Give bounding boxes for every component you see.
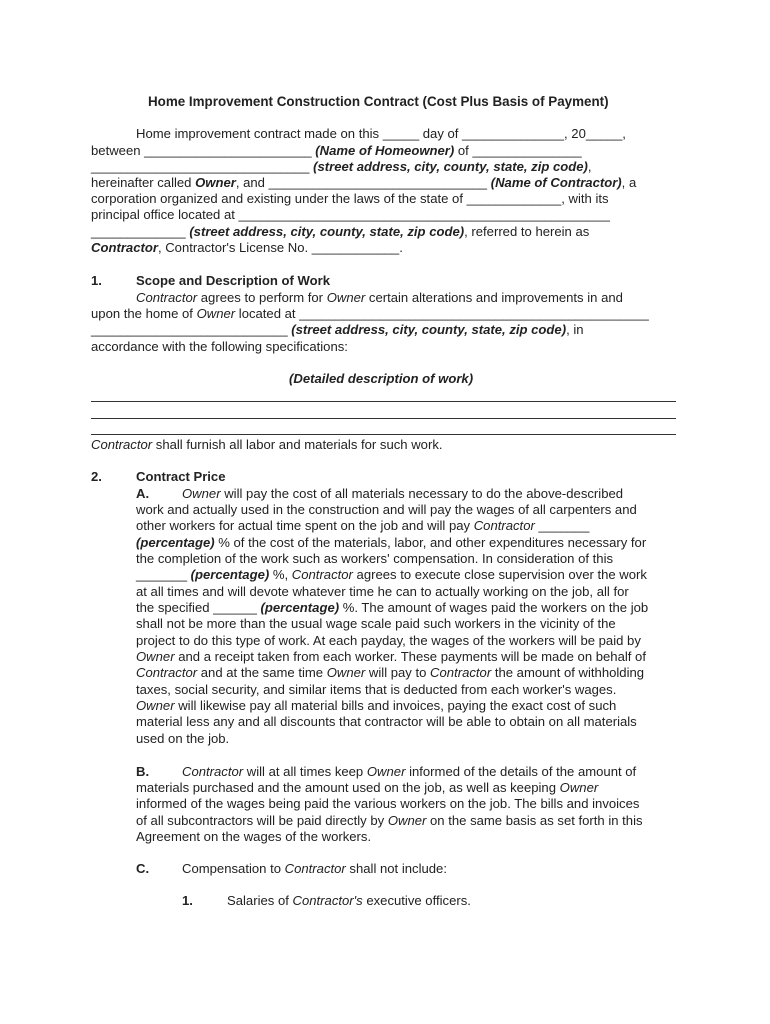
homeowner-name-label: (Name of Homeowner) bbox=[315, 143, 455, 158]
section-text: other workers for actual time spent on the job and will pay bbox=[136, 518, 474, 533]
subsection-c-text bbox=[182, 861, 447, 877]
subsection-b-label: B. bbox=[136, 764, 150, 779]
subsection-a-line-13: taxes, social security, and similar items that is deducted from each worker's wages. bbox=[136, 682, 617, 697]
subsection-b-line-2 bbox=[136, 780, 598, 796]
subsection-a-label: A. bbox=[136, 486, 150, 501]
percentage-label: (percentage) bbox=[190, 567, 270, 582]
section-text: shall furnish all labor and materials for such work. bbox=[152, 437, 443, 452]
contractor-term: Contractor's bbox=[292, 893, 363, 908]
section-text: located at ________________________________________________ bbox=[235, 306, 649, 321]
section-text: will pay to bbox=[365, 665, 431, 680]
section-text: agrees to perform for bbox=[197, 290, 327, 305]
item-1-number: 1. bbox=[182, 893, 193, 908]
subsection-a-line-8 bbox=[136, 600, 648, 616]
contractor-term: Contractor bbox=[91, 437, 153, 452]
intro-text: , Contractor's License No. ____________. bbox=[157, 240, 403, 255]
owner-term: Owner bbox=[196, 306, 236, 321]
subsection-a-line-12 bbox=[136, 665, 644, 681]
section-1-number: 1. bbox=[91, 273, 102, 288]
subsection-a-line-3 bbox=[136, 518, 589, 534]
blank-line bbox=[91, 418, 676, 419]
intro-text: , and ______________________________ bbox=[235, 175, 491, 190]
subsection-b-line-4 bbox=[136, 813, 643, 829]
owner-term: Owner bbox=[182, 486, 221, 501]
section-1-line-1 bbox=[136, 290, 623, 306]
contractor-name-label: (Name of Contractor) bbox=[490, 175, 622, 190]
owner-term: Owner bbox=[366, 764, 406, 779]
subsection-a-line-11 bbox=[136, 649, 646, 665]
subsection-a-line-2: work and actually used in the construction and will pay the wages of all carpenters and bbox=[136, 502, 637, 517]
section-text: will at all times keep bbox=[243, 764, 367, 779]
intro-text: of _______________ bbox=[454, 143, 582, 158]
contractor-term: Contractor bbox=[136, 665, 198, 680]
section-text: upon the home of bbox=[91, 306, 197, 321]
subsection-a-line-9: shall not be more than the usual wage scale paid such workers in the vicinity of the bbox=[136, 616, 616, 631]
address-label: (street address, city, county, state, zip code) bbox=[291, 322, 567, 337]
section-text: , in bbox=[566, 322, 584, 337]
section-2-heading: Contract Price bbox=[136, 469, 226, 484]
subsection-a-line-14 bbox=[136, 698, 616, 714]
section-text: informed of the details of the amount of bbox=[405, 764, 637, 779]
owner-term: Owner bbox=[136, 698, 175, 713]
intro-text: _____________ bbox=[91, 224, 190, 239]
contractor-term: Contractor bbox=[430, 665, 492, 680]
owner-term: Owner bbox=[326, 665, 366, 680]
section-text: the specified ______ bbox=[136, 600, 261, 615]
section-text: Compensation to bbox=[182, 861, 285, 876]
section-text: will pay the cost of all materials necessary to do the above-described bbox=[220, 486, 624, 501]
section-2-number: 2. bbox=[91, 469, 102, 484]
subsection-c-label: C. bbox=[136, 861, 150, 876]
section-1-heading: Scope and Description of Work bbox=[136, 273, 331, 288]
contractor-term: Contractor bbox=[291, 567, 353, 582]
section-text: and at the same time bbox=[197, 665, 327, 680]
address-label: (street address, city, county, state, zip code) bbox=[313, 159, 588, 174]
section-text: %. The amount of wages paid the workers on the job bbox=[339, 600, 649, 615]
contractor-term: Contractor bbox=[136, 290, 198, 305]
section-text: _______ bbox=[534, 518, 590, 533]
intro-line-8 bbox=[91, 240, 403, 256]
section-text: %, bbox=[269, 567, 292, 582]
intro-line-6: principal office located at ___________________________________________________ bbox=[91, 207, 610, 222]
intro-line-4 bbox=[91, 175, 636, 191]
subsection-a-line-6 bbox=[136, 567, 647, 583]
subsection-a-line-15: material less any and all discounts that contractor will be able to obtain on all materials bbox=[136, 714, 637, 729]
contractor-term: Contractor bbox=[284, 861, 346, 876]
address-label: (street address, city, county, state, zip code) bbox=[189, 224, 465, 239]
subsection-a-line-10: project to do this type of work. At each payday, the wages of the workers will be paid by bbox=[136, 633, 641, 648]
intro-line-1: Home improvement contract made on this _____ day of ______________, 20_____, bbox=[136, 126, 626, 141]
intro-line-3 bbox=[91, 159, 592, 175]
intro-text: , bbox=[587, 159, 592, 174]
owner-term: Owner bbox=[326, 290, 366, 305]
section-text: on the same basis as set forth in this bbox=[426, 813, 643, 828]
section-1-line-4: accordance with the following specifications: bbox=[91, 339, 348, 354]
section-text: will likewise pay all material bills and invoices, paying the exact cost of such bbox=[174, 698, 617, 713]
section-text: agrees to execute close supervision over the work bbox=[352, 567, 647, 582]
section-text: % of the cost of the materials, labor, and other expenditures necessary for bbox=[214, 535, 647, 550]
document-title: Home Improvement Construction Contract (Cost Plus Basis of Payment) bbox=[148, 94, 609, 109]
detail-description-label: (Detailed description of work) bbox=[289, 371, 474, 386]
section-text: certain alterations and improvements in and bbox=[365, 290, 623, 305]
intro-text: , referred to herein as bbox=[464, 224, 590, 239]
section-text: materials purchased and the amount used on the job, as well as keeping bbox=[136, 780, 560, 795]
subsection-b-line-5: Agreement on the wages of the workers. bbox=[136, 829, 372, 844]
contractor-term: Contractor bbox=[473, 518, 535, 533]
owner-term: Owner bbox=[387, 813, 427, 828]
section-1-line-2 bbox=[91, 306, 649, 322]
subsection-a-line-16: used on the job. bbox=[136, 731, 230, 746]
contractor-term: Contractor bbox=[91, 240, 158, 255]
section-text: of all subcontractors will be paid directly by bbox=[136, 813, 388, 828]
contractor-term: Contractor bbox=[182, 764, 244, 779]
subsection-b-line-3: informed of the wages being paid the various workers on the job. The bills and invoices bbox=[136, 796, 640, 811]
section-text: executive officers. bbox=[362, 893, 471, 908]
subsection-b-line-1 bbox=[182, 764, 636, 780]
blank-line bbox=[91, 401, 676, 402]
subsection-a-line-4 bbox=[136, 535, 646, 551]
section-text: shall not include: bbox=[345, 861, 447, 876]
owner-term: Owner bbox=[195, 175, 236, 190]
percentage-label: (percentage) bbox=[260, 600, 340, 615]
section-1-closing bbox=[91, 437, 443, 453]
intro-line-7 bbox=[91, 224, 589, 240]
section-1-line-3 bbox=[91, 322, 584, 338]
section-text: the amount of withholding bbox=[491, 665, 645, 680]
percentage-label: (percentage) bbox=[136, 535, 215, 550]
section-text: ___________________________ bbox=[91, 322, 292, 337]
section-text: Salaries of bbox=[227, 893, 293, 908]
subsection-a-line-7: at all times and will devote whatever time he can to actually working on the job, all for bbox=[136, 584, 629, 599]
intro-text: hereinafter called bbox=[91, 175, 196, 190]
intro-text: between _______________________ bbox=[91, 143, 316, 158]
section-text: and a receipt taken from each worker. These payments will be made on behalf of bbox=[174, 649, 646, 664]
owner-term: Owner bbox=[559, 780, 599, 795]
intro-line-5: corporation organized and existing under the laws of the state of _____________, with its bbox=[91, 191, 609, 206]
section-text: _______ bbox=[136, 567, 191, 582]
subsection-a-line-1 bbox=[182, 486, 623, 502]
intro-text: ______________________________ bbox=[91, 159, 314, 174]
subsection-a-line-5: the completion of the work such as workers' compensation. In consideration of this bbox=[136, 551, 614, 566]
intro-text: , a bbox=[621, 175, 637, 190]
item-1-text bbox=[227, 893, 471, 909]
intro-line-2 bbox=[91, 143, 582, 159]
owner-term: Owner bbox=[136, 649, 175, 664]
blank-line bbox=[91, 434, 676, 435]
